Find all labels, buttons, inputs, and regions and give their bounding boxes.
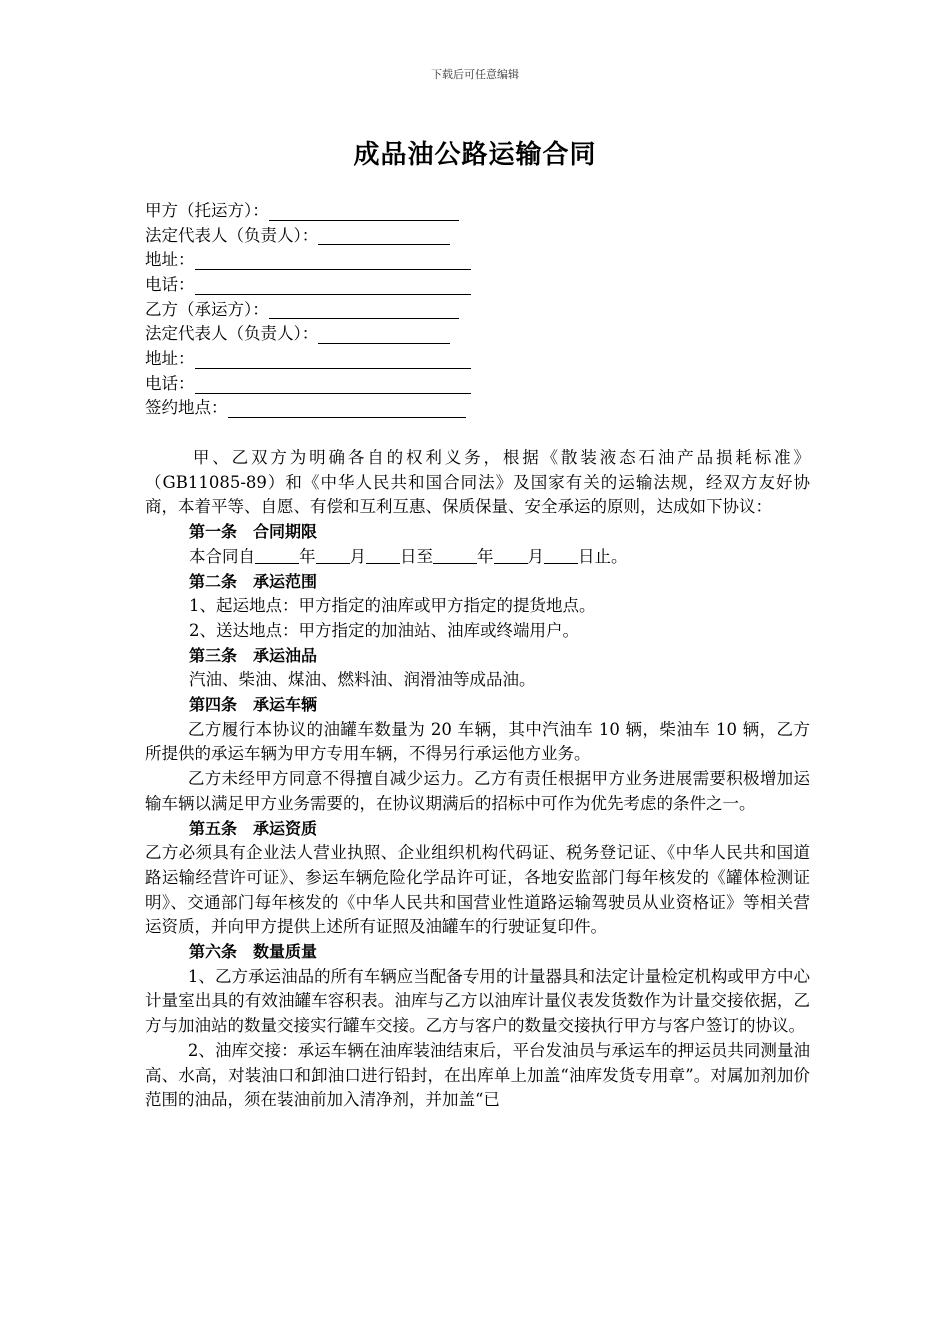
article-4-paragraph-1: 乙方履行本协议的油罐车数量为 20 车辆，其中汽油车 10 辆，柴油车 10 辆，乙方所提供的承运车辆为甲方专用车辆，不得另行承运他方业务。 [145,719,810,764]
article-1-term [145,545,810,570]
intro-paragraph: 甲、乙双方为明确各自的权利义务，根据《散装液态石油产品损耗标准》（GB11085-89）和《中华人民共和国合同法》及国家有关的运输法规，经双方友好协商，本着平等、自愿、有偿和互利互惠、保质保量、安全承运的原则，达成如下协议： [145,448,810,517]
blank-month [316,547,350,564]
blank-line [195,276,471,295]
term-text: 月 [349,546,366,566]
field-party-a-phone [145,273,505,298]
blank-day [366,547,400,564]
term-text: 年 [299,546,316,566]
header-note: 下载后可任意编辑 [431,68,519,81]
term-text: 本合同自 [189,546,255,566]
blank-line [269,300,459,319]
blank-line [318,325,450,344]
term-text: 日止。 [578,546,628,566]
article-6-paragraph-2: 2、油库交接：承运车辆在油库装油结束后，平台发油员与承运车的押运员共同测量油高、水高，对装油口和卸油口进行铅封，在出库单上加盖“油库发货专用章”。对属加剂加价范围的油品，须在装油前加入清净剂，并加盖“已 [145,1040,810,1110]
field-label: 地址： [145,349,195,369]
article-2-heading: 第二条 承运范围 [189,571,318,591]
article-6-paragraph-1: 1、乙方承运油品的所有车辆应当配备专用的计量器具和法定计量检定机构或甲方中心计量室出具的有效油罐车容积表。油库与乙方以油库计量仪表发货数作为计量交接依据，乙方与加油站的数量交接实行罐车交接。乙方与客户的数量交接执行甲方与客户签订的协议。 [145,966,810,1036]
article-3-heading: 第三条 承运油品 [189,645,318,665]
field-label: 法定代表人（负责人）： [145,324,319,344]
field-party-a [145,199,505,224]
document-title: 成品油公路运输合同 [353,140,597,170]
blank-year [433,547,477,564]
field-label: 甲方（托运方）： [145,200,269,220]
party-fields [145,199,505,421]
article-6-heading: 第六条 数量质量 [189,942,318,962]
term-text: 日至 [400,546,433,566]
blank-line [228,399,466,418]
contract-body [145,446,810,1113]
blank-line [195,251,471,270]
term-text: 年 [477,546,494,566]
field-label: 签约地点： [145,398,228,418]
blank-line [318,226,450,245]
field-party-b [145,298,505,323]
blank-year [255,547,299,564]
article-4-paragraph-2: 乙方未经甲方同意不得擅自减少运力。乙方有责任根据甲方业务进展需要积极增加运输车辆以满足甲方业务需要的，在协议期满后的招标中可作为优先考虑的条件之一。 [145,769,810,813]
blank-line [269,202,459,221]
blank-month [494,547,528,564]
field-party-a-address [145,248,505,273]
field-label: 法定代表人（负责人）： [145,225,319,245]
field-label: 电话： [145,373,195,393]
blank-line [195,350,471,369]
blank-day [544,547,578,564]
article-2-item-1: 1、起运地点：甲方指定的油库或甲方指定的提货地点。 [189,596,596,616]
article-1-heading: 第一条 合同期限 [189,522,318,542]
article-4-heading: 第四条 承运车辆 [189,695,318,715]
article-2-item-2: 2、送达地点：甲方指定的加油站、油库或终端用户。 [189,620,579,640]
article-5-heading: 第五条 承运资质 [189,818,318,838]
field-label: 地址： [145,250,195,270]
field-label: 电话： [145,275,195,295]
blank-line [195,375,471,394]
field-party-b-address [145,347,505,372]
article-3-text: 汽油、柴油、煤油、燃料油、润滑油等成品油。 [189,670,536,690]
term-text: 月 [527,546,544,566]
article-5-text: 乙方必须具有企业法人营业执照、企业组织机构代码证、税务登记证、《中华人民共和国道路运输经营许可证》、参运车辆危险化学品许可证，各地安监部门每年核发的《罐体检测证明》、交通部门每年核发的《中华人民共和国营业性道路运输驾驶员从业资格证》等相关营运资质，并向甲方提供上述所有证照及油罐车的行驶证复印件。 [145,843,810,937]
field-party-a-rep [145,224,505,249]
field-party-b-phone [145,372,505,397]
field-party-b-rep [145,322,505,347]
field-sign-place [145,397,505,422]
field-label: 乙方（承运方）： [145,299,269,319]
